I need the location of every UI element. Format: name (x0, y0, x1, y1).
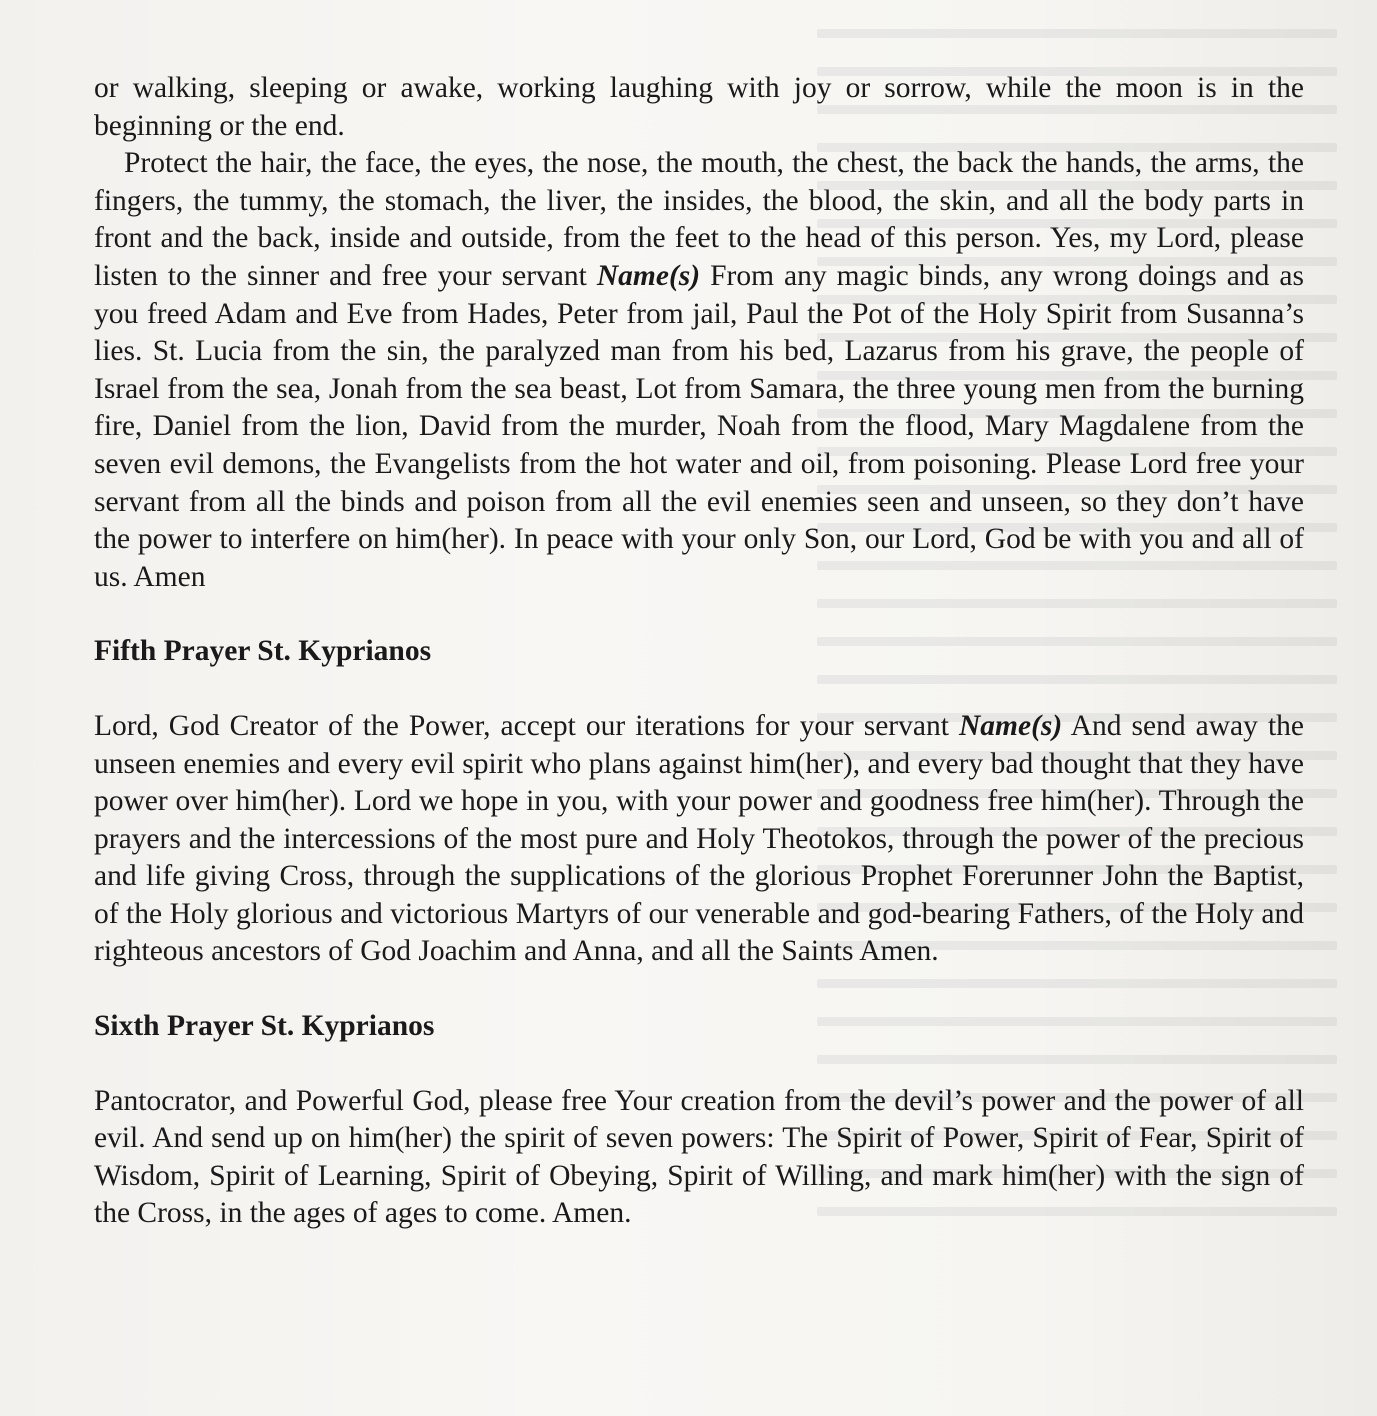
spacer (94, 971, 1304, 1008)
spacer (94, 671, 1304, 708)
sixth-prayer-body: Pantocrator, and Powerful God, please free Your creation from the devil’s power and the power of all evil. And send up on him(her) the spirit of seven powers: The Spirit of Power, Spirit of Fear, Spirit of Wisdom, Spirit of Learning, Spirit of Obeying, Spirit of Willing, and mark him(her) with the sign of the Cross, in the ages of ages to come. Amen. (94, 1084, 1304, 1230)
paragraph-protect-part-2: From any magic binds, any wrong doings and as you freed Adam and Eve from Hades, Peter from jail, Paul the Pot of the Holy Spirit from Susanna’s lies. St. Lucia from the sin, the paralyzed man from his bed, Lazarus from his grave, the people of Israel from the sea, Jonah from the sea beast, Lot from Samara, the three young men from the burning fire, Daniel from the lion, David from the murder, Noah from the flood, Mary Magdalene from the seven evil demons, the Evangelists from the hot water and oil, from poisoning. Please Lord free your servant from all the binds and poison from all the evil enemies seen and unseen, so they don’t have the power to interfere on him(her). In peace with your only Son, our Lord, God be with you and all of us. Amen (94, 259, 1304, 593)
spacer (94, 596, 1304, 633)
name-placeholder: Name(s) (958, 709, 1063, 742)
name-placeholder: Name(s) (596, 259, 701, 292)
fifth-prayer-part-2: And send away the unseen enemies and every evil spirit who plans against him(her), and every bad thought that they have power over him(her). Lord we hope in you, with your power and goodness free him(her). Through the prayers and the intercessions of the most pure and Holy Theotokos, through the power of the precious and life giving Cross, through the supplications of the glorious Prophet Forerunner John the Baptist, of the Holy glorious and victorious Martyrs of our venerable and god-bearing Fathers, of the Holy and righteous ancestors of God Joachim and Anna, and all the Saints Amen. (94, 709, 1304, 968)
paragraph-protect (94, 145, 1304, 596)
fifth-prayer-body (94, 708, 1304, 971)
fifth-prayer-heading: Fifth Prayer St. Kyprianos (94, 635, 432, 668)
document-body (94, 70, 1304, 1233)
fifth-prayer-part-1: Lord, God Creator of the Power, accept our iterations for your servant (94, 709, 959, 742)
sixth-prayer-heading: Sixth Prayer St. Kyprianos (94, 1010, 435, 1043)
paragraph-protect-part-1: Protect the hair, the face, the eyes, the nose, the mouth, the chest, the back the hands, the arms, the fingers, the tummy, the stomach, the liver, the insides, the blood, the skin, and all the body parts in front and the back, inside and outside, from the feet to the head of this person. Yes, my Lord, please listen to the sinner and free your servant (94, 147, 1304, 292)
spacer (94, 1046, 1304, 1083)
paragraph-continuation: or walking, sleeping or awake, working laughing with joy or sorrow, while the moon is in the beginning or the end. (94, 72, 1304, 142)
